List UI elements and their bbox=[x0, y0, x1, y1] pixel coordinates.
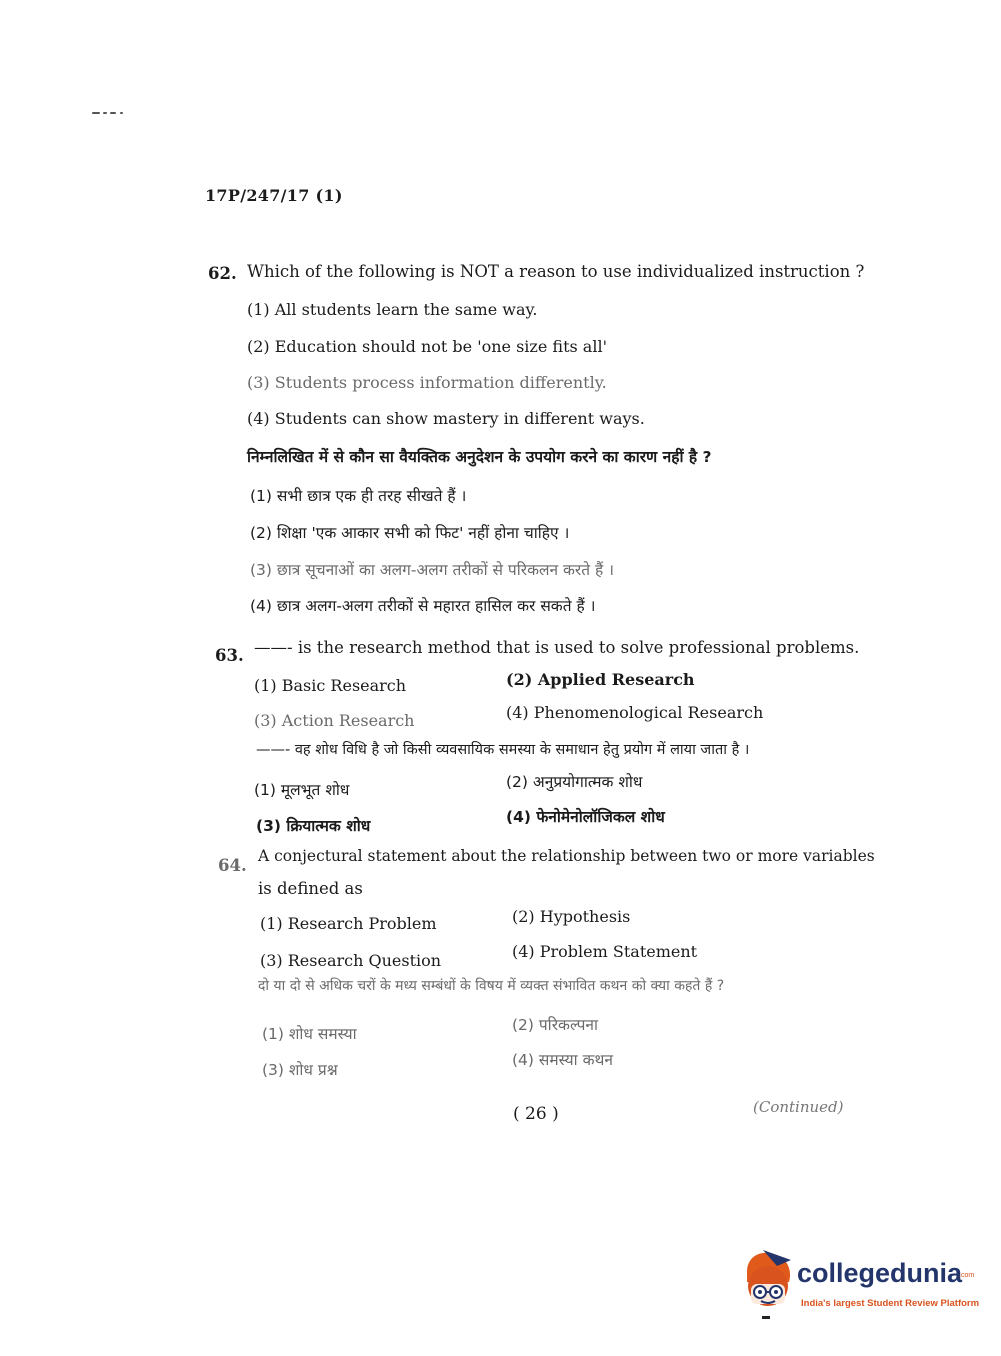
hindi-option: (3) क्रियात्मक शोध bbox=[256, 817, 371, 835]
hindi-question-text: निम्नलिखित में से कौन सा वैयक्तिक अनुदेशन के उपयोग करने का कारण नहीं है ? bbox=[247, 448, 712, 466]
collegedunia-logo bbox=[741, 1246, 980, 1316]
hindi-option: (2) परिकल्पना bbox=[512, 1016, 599, 1034]
hindi-option: (2) अनुप्रयोगात्मक शोध bbox=[506, 773, 643, 791]
hindi-option: (4) समस्या कथन bbox=[512, 1051, 614, 1069]
hindi-option: (3) छात्र सूचनाओं का अलग-अलग तरीकों से परिकलन करते हैं । bbox=[250, 561, 615, 579]
option: (1) Research Problem bbox=[260, 914, 437, 933]
question-text: Which of the following is NOT a reason to use individualized instruction ? bbox=[247, 262, 865, 281]
continued-note: (Continued) bbox=[753, 1098, 844, 1116]
hindi-option: (4) छात्र अलग-अलग तरीकों से महारत हासिल कर सकते हैं । bbox=[250, 597, 596, 615]
option: (4) Students can show mastery in different ways. bbox=[247, 409, 645, 428]
option: (4) Phenomenological Research bbox=[506, 703, 764, 722]
hindi-question-text: दो या दो से अधिक चरों के मध्य सम्बंधों के विषय में व्यक्त संभावित कथन को क्या कहते हैं ? bbox=[258, 978, 725, 994]
option: (1) All students learn the same way. bbox=[247, 300, 538, 319]
question-text: ——- is the research method that is used to solve professional problems. bbox=[254, 638, 860, 657]
hindi-option: (2) शिक्षा 'एक आकार सभी को फिट' नहीं होना चाहिए । bbox=[250, 524, 570, 542]
option: (3) Research Question bbox=[260, 951, 442, 970]
option: (2) Education should not be 'one size fits all' bbox=[247, 337, 607, 356]
option: (4) Problem Statement bbox=[512, 942, 698, 961]
question-number: 64. bbox=[218, 856, 247, 875]
logo-tagline: India's largest Student Review Platform bbox=[801, 1298, 980, 1309]
logo-suffix: .com bbox=[959, 1272, 975, 1279]
option: (2) Hypothesis bbox=[512, 907, 631, 926]
paper-code: 17P/247/17 (1) bbox=[205, 186, 343, 205]
option: (1) Basic Research bbox=[254, 676, 407, 695]
option: (2) Applied Research bbox=[506, 670, 695, 689]
hindi-option: (4) फेनोमेनोलॉजिकल शोध bbox=[506, 808, 665, 826]
hindi-option: (1) सभी छात्र एक ही तरह सीखते हैं । bbox=[250, 487, 467, 505]
question-number: 63. bbox=[215, 646, 244, 665]
hindi-option: (1) मूलभूत शोध bbox=[254, 781, 350, 799]
question-text: A conjectural statement about the relationship between two or more variables bbox=[258, 847, 875, 865]
scan-mark bbox=[762, 1316, 770, 1319]
mascot-icon bbox=[741, 1246, 797, 1312]
option: (3) Action Research bbox=[254, 711, 415, 730]
scan-speck bbox=[92, 110, 132, 116]
hindi-question-text: ——- वह शोध विधि है जो किसी व्यवसायिक समस्या के समाधान हेतु प्रयोग में लाया जाता है । bbox=[256, 742, 750, 758]
page-number: ( 26 ) bbox=[513, 1104, 559, 1124]
hindi-option: (3) शोध प्रश्न bbox=[262, 1061, 338, 1079]
option: (3) Students process information differently. bbox=[247, 373, 607, 392]
question-text-continued: is defined as bbox=[258, 879, 363, 898]
hindi-option: (1) शोध समस्या bbox=[262, 1025, 357, 1043]
question-number: 62. bbox=[208, 264, 237, 283]
logo-name: collegedunia bbox=[797, 1258, 963, 1288]
